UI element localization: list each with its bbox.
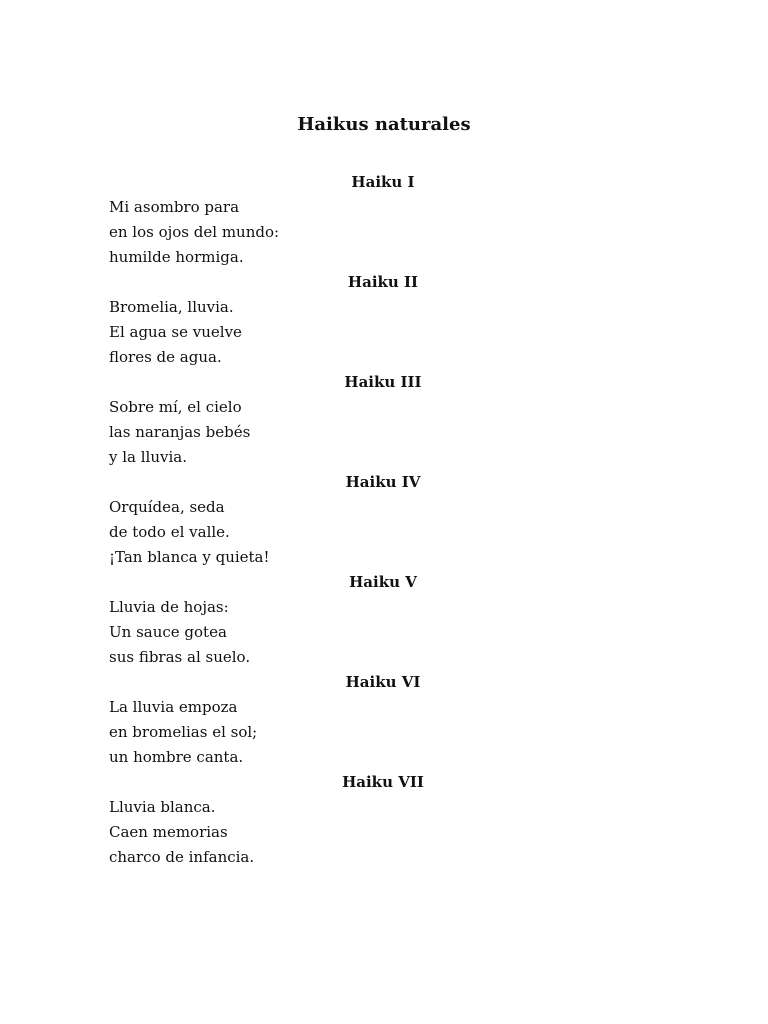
verse-line: Sobre mí, el cielo <box>109 398 242 416</box>
haiku-2 <box>109 270 659 370</box>
verse-line: en bromelias el sol; <box>109 723 258 741</box>
haiku-3 <box>109 370 659 470</box>
haiku-title: Haiku III <box>344 373 422 391</box>
verse-line: un hombre canta. <box>109 748 244 766</box>
verse-line: flores de agua. <box>109 348 222 366</box>
verse-line: las naranjas bebés <box>109 423 251 441</box>
verse-line: en los ojos del mundo: <box>109 223 280 241</box>
verse-line: charco de infancia. <box>109 848 255 866</box>
verse-line: Caen memorias <box>109 823 228 841</box>
verse-line: El agua se vuelve <box>109 323 242 341</box>
haiku-4 <box>109 470 659 570</box>
verse-line: sus fibras al suelo. <box>109 648 251 666</box>
verse-line: y la lluvia. <box>109 448 187 466</box>
haiku-title: Haiku VII <box>342 773 424 791</box>
haiku-5 <box>109 570 659 670</box>
haiku-title: Haiku II <box>347 273 419 291</box>
haiku-title: Haiku IV <box>345 473 421 491</box>
haiku-7 <box>109 770 659 870</box>
verse-line: humilde hormiga. <box>109 248 244 266</box>
document-title: Haikus naturales <box>297 114 471 135</box>
haiku-title: Haiku V <box>349 573 417 591</box>
verse-line: de todo el valle. <box>109 523 230 541</box>
verse-line: Bromelia, lluvia. <box>109 298 234 316</box>
haiku-6 <box>109 670 659 770</box>
verse-line: Lluvia de hojas: <box>109 598 229 616</box>
haiku-list <box>109 170 659 870</box>
verse-line: Lluvia blanca. <box>109 798 216 816</box>
verse-line: ¡Tan blanca y quieta! <box>109 548 270 566</box>
haiku-1 <box>109 170 659 270</box>
verse-line: Un sauce gotea <box>109 623 227 641</box>
haiku-title: Haiku I <box>351 173 415 191</box>
verse-line: Mi asombro para <box>109 198 240 216</box>
haiku-title: Haiku VI <box>345 673 421 691</box>
verse-line: Orquídea, seda <box>109 498 225 516</box>
verse-line: La lluvia empoza <box>109 698 238 716</box>
